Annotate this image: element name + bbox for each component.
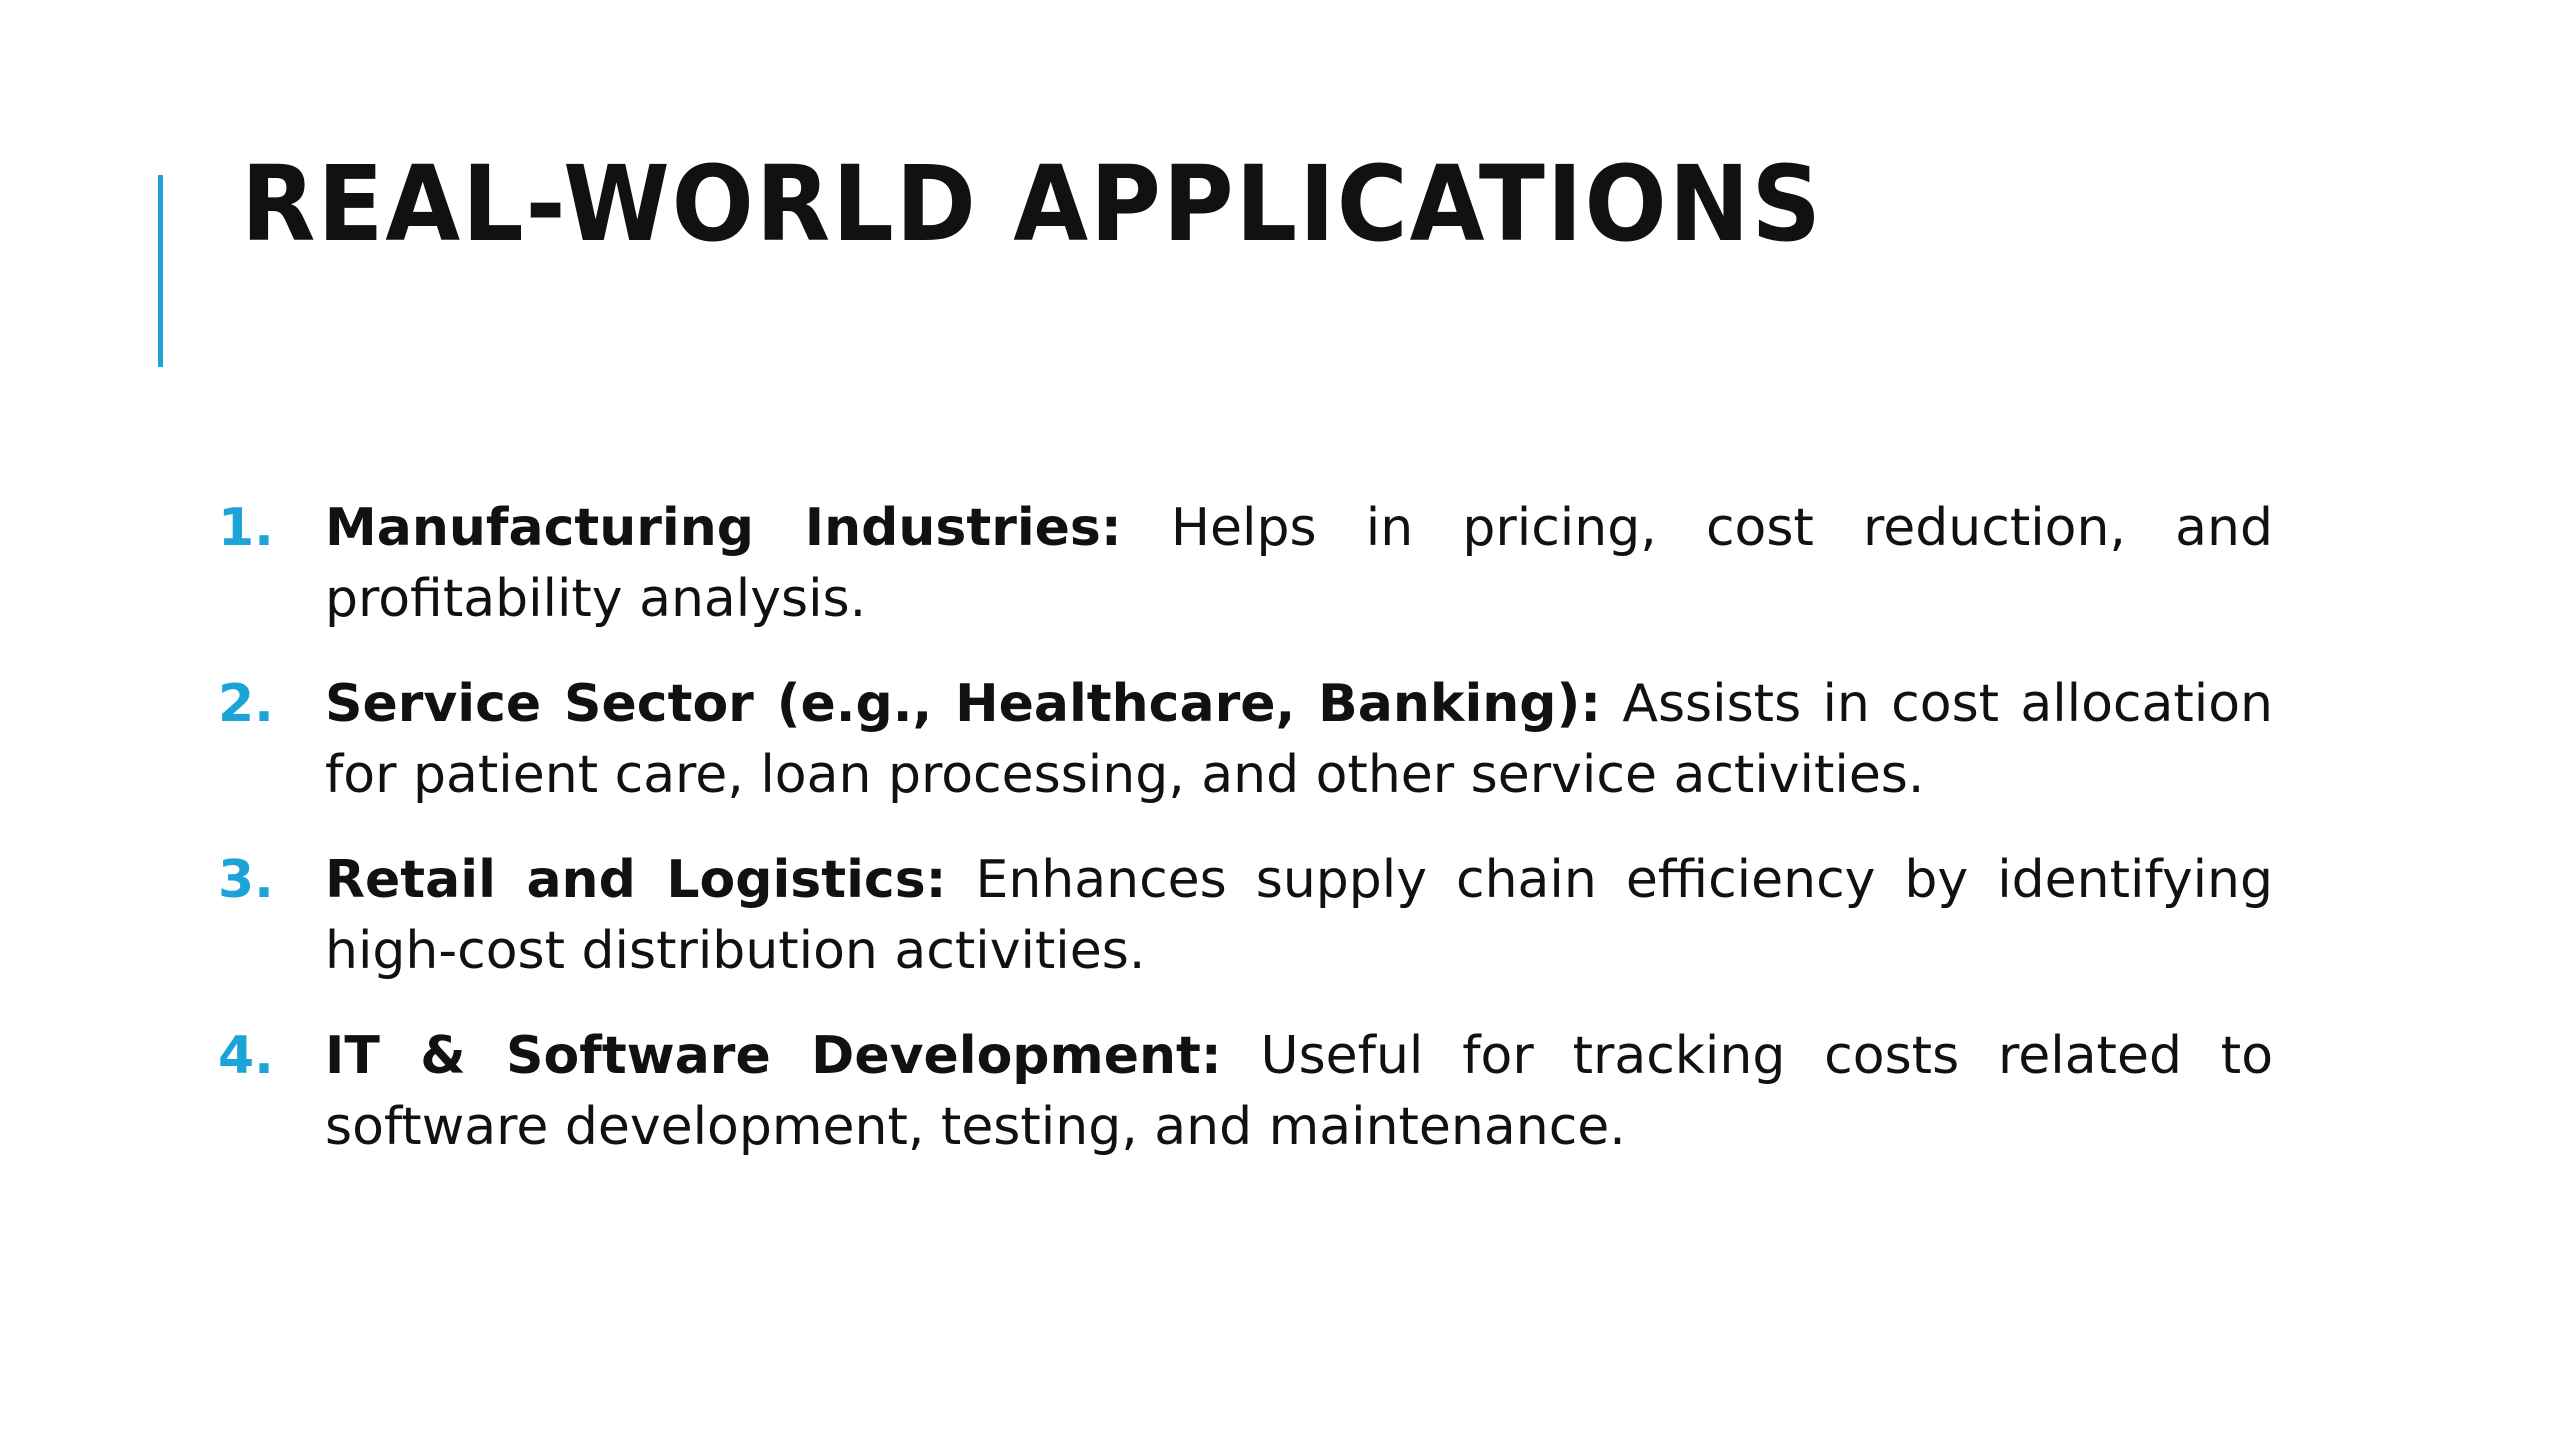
list-item-text: Useful for tracking costs related to software development, testing, and maintenance. bbox=[325, 1026, 2274, 1157]
list-item-text: Assists in cost allocation for patient care, loan processing, and other service activities. bbox=[325, 674, 2273, 805]
list-item-term: IT & Software Development: bbox=[325, 1026, 1222, 1086]
slide-title: REAL-WORLD APPLICATIONS bbox=[241, 143, 1823, 265]
list-item-number: 4. bbox=[218, 1026, 274, 1086]
list-item-number: 1. bbox=[218, 498, 274, 558]
list-item bbox=[218, 493, 2273, 635]
list-item-term: Manufacturing Industries: bbox=[325, 498, 1122, 558]
list-item-number: 3. bbox=[218, 850, 274, 910]
list-item bbox=[218, 1021, 2273, 1163]
list-item bbox=[218, 845, 2273, 987]
title-accent-bar bbox=[158, 175, 163, 367]
list-item-number: 2. bbox=[218, 674, 274, 734]
applications-list bbox=[218, 493, 2273, 1197]
list-item-text: Helps in pricing, cost reduction, and profitability analysis. bbox=[325, 498, 2273, 629]
list-item-term: Service Sector (e.g., Healthcare, Banking): bbox=[325, 674, 1602, 734]
list-item-term: Retail and Logistics: bbox=[325, 850, 947, 910]
list-item-text: Enhances supply chain efficiency by identifying high-cost distribution activities. bbox=[325, 850, 2274, 981]
list-item bbox=[218, 669, 2273, 811]
